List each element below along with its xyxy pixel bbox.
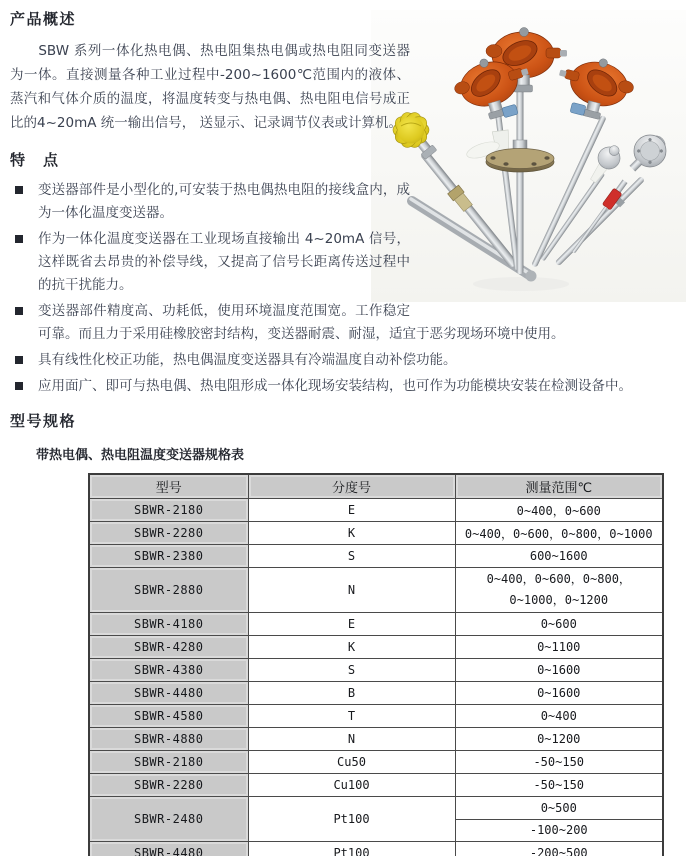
feature-text: 具有线性化校正功能，热电偶温度变送器具有冷端温度自动补偿功能。 — [38, 352, 457, 368]
spec-table — [88, 473, 664, 856]
cell-range: 0~1600 — [455, 682, 663, 705]
table-row — [89, 682, 663, 705]
table-row — [89, 568, 663, 613]
cell-range: 0~1600 — [455, 659, 663, 682]
range-line: 0~500 — [540, 800, 577, 815]
feature-item — [10, 228, 686, 297]
cell-model: SBWR-2180 — [89, 499, 248, 522]
cell-range: 0~400，0~600，0~800，0~1000 — [455, 522, 663, 545]
cell-graduation: S — [248, 545, 455, 568]
table-row — [89, 522, 663, 545]
feature-text: 作为一体化温度变送器在工业现场直接输出 4~20mA 信号，这样既省去昂贵的补偿导线，又提高了信号长距离传送过程中的抗干扰能力。 — [38, 231, 410, 293]
table-row — [89, 842, 663, 856]
cell-model: SBWR-4180 — [89, 613, 248, 636]
cell-model: SBWR-2880 — [89, 568, 248, 613]
cell-graduation: Cu100 — [248, 774, 455, 797]
bullet-square-icon — [15, 382, 23, 390]
bullet-square-icon — [15, 307, 23, 315]
cell-graduation: Pt100 — [248, 842, 455, 856]
feature-item — [10, 349, 686, 372]
column-header-range: 测量范围℃ — [455, 474, 663, 499]
feature-item — [10, 375, 686, 398]
table-row — [89, 659, 663, 682]
cell-graduation: N — [248, 568, 455, 613]
cell-range: 600~1600 — [455, 545, 663, 568]
cell-graduation: Pt100 — [248, 797, 455, 842]
table-row — [89, 705, 663, 728]
cell-range: 0~400，0~600 — [455, 499, 663, 522]
cell-range: -50~150 — [455, 774, 663, 797]
cell-model: SBWR-2180 — [89, 751, 248, 774]
cell-range: 0~600 — [455, 613, 663, 636]
cell-model: SBWR-4480 — [89, 842, 248, 856]
cell-graduation: K — [248, 636, 455, 659]
table-row — [89, 751, 663, 774]
column-header-graduation: 分度号 — [248, 474, 455, 499]
table-row — [89, 613, 663, 636]
table-row — [89, 499, 663, 522]
table-row — [89, 636, 663, 659]
bullet-square-icon — [15, 186, 23, 194]
cell-range: -50~150 — [455, 751, 663, 774]
cell-range: 0~1200 — [455, 728, 663, 751]
cell-range-split — [455, 797, 663, 842]
feature-item — [10, 179, 686, 225]
table-row — [89, 774, 663, 797]
cell-graduation: N — [248, 728, 455, 751]
cell-model: SBWR-2380 — [89, 545, 248, 568]
cell-model: SBWR-2280 — [89, 774, 248, 797]
range-line: 0~1000，0~1200 — [509, 593, 609, 607]
feature-text: 变送器部件精度高、功耗低，使用环境温度范围宽。工作稳定可靠。而且力于采用硅橡胶密封结构，变送器耐震、耐湿，适宜于恶劣现场环境中使用。 — [38, 303, 565, 342]
cell-graduation: S — [248, 659, 455, 682]
cell-model: SBWR-4480 — [89, 682, 248, 705]
cell-range: 0~400 — [455, 705, 663, 728]
cell-graduation: Cu50 — [248, 751, 455, 774]
cell-graduation: T — [248, 705, 455, 728]
cell-model: SBWR-4880 — [89, 728, 248, 751]
feature-text: 应用面广、即可与热电偶、热电阻形成一体化现场安装结构，也可作为功能模块安装在检测设备中。 — [38, 378, 632, 394]
cell-graduation: K — [248, 522, 455, 545]
cell-model: SBWR-4280 — [89, 636, 248, 659]
column-header-model: 型号 — [89, 474, 248, 499]
table-row — [89, 797, 663, 842]
range-line: -100~200 — [456, 819, 663, 841]
features-title: 特 点 — [10, 151, 60, 169]
cell-model: SBWR-4380 — [89, 659, 248, 682]
cell-range — [455, 568, 663, 613]
table-row — [89, 728, 663, 751]
overview-paragraph: SBW 系列一体化热电偶、热电阻集热电偶或热电阻同变送器为一体。直接测量各种工业过程中-200~1600℃范围内的液体、蒸汽和气体介质的温度，将温度转变与热电偶、热电阻电信号成正比的4~20mA 统一输出信号， 送显示、记录调节仪表或计算机。 — [10, 43, 410, 131]
spec-title: 型号规格 — [10, 412, 77, 430]
table-caption: 带热电偶、热电阻温度变送器规格表 — [36, 448, 245, 463]
cell-model: SBWR-4580 — [89, 705, 248, 728]
cell-model: SBWR-2480 — [89, 797, 248, 842]
cell-graduation: E — [248, 499, 455, 522]
feature-text: 变送器部件是小型化的,可安装于热电偶热电阻的接线盒内，成为一体化温度变送器。 — [38, 182, 410, 221]
bullet-square-icon — [15, 356, 23, 364]
table-row — [89, 545, 663, 568]
bullet-square-icon — [15, 235, 23, 243]
feature-item — [10, 300, 686, 346]
table-header-row — [89, 474, 663, 499]
features-list — [10, 179, 686, 398]
cell-range: -200~500 — [455, 842, 663, 856]
range-line: 0~400，0~600，0~800， — [486, 572, 631, 586]
cell-model: SBWR-2280 — [89, 522, 248, 545]
cell-graduation: B — [248, 682, 455, 705]
cell-graduation: E — [248, 613, 455, 636]
cell-range: 0~1100 — [455, 636, 663, 659]
overview-title: 产品概述 — [10, 10, 77, 28]
